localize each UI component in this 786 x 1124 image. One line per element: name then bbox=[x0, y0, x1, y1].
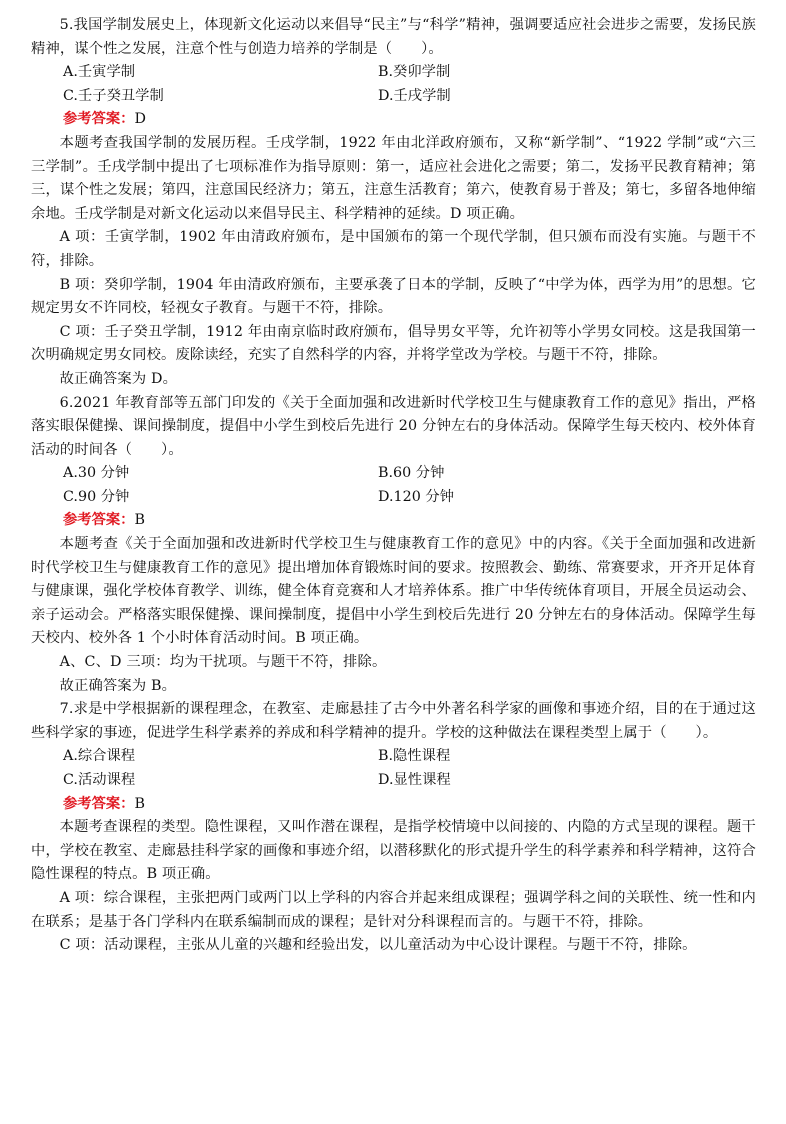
conclusion: 故正确答案为 D。 bbox=[59, 370, 178, 387]
answer-label: 参考答案： bbox=[63, 795, 135, 812]
answer-value: D bbox=[134, 111, 146, 128]
explanation-paragraph: B 项：癸卯学制，1904 年由清政府颁布，主要承袭了日本的学制，反映了“中学为体，西学为用”的思想。它规定男女不许同校，轻视女子教育。与题干不符，排除。 bbox=[31, 276, 756, 317]
question-stem: 6.2021 年教育部等五部门印发的《关于全面加强和改进新时代学校卫生与健康教育工作的意见》指出，严格落实眼保健操、课间操制度，提倡中小学生到校后先进行 20 分钟左右的身体活动。保障学生每天校内、校外体育活动的时间各（ ）。 bbox=[31, 394, 756, 458]
options-grid bbox=[31, 462, 756, 509]
option-d: D.120 分钟 bbox=[378, 488, 454, 505]
option-b: B.隐性课程 bbox=[378, 748, 451, 765]
question-stem: 5.我国学制发展史上，体现新文化运动以来倡导“民主”与“科学”精神，强调要适应社会进步之需要，发扬民族精神，谋个性之发展，注意个性与创造力培养的学制是（ ）。 bbox=[31, 17, 756, 57]
explanation-paragraph: 本题考查《关于全面加强和改进新时代学校卫生与健康教育工作的意见》中的内容。《关于全面加强和改进新时代学校卫生与健康教育工作的意见》提出增加体育锻炼时间的要求。按照教会、勤练、常赛要求，开齐开足体育与健康课，强化学校体育教学、训练，健全体育竞赛和人才培养体系。推广中华传统体育项目，开展全员运动会、亲子运动会。严格落实眼保健操、课间操制度，提倡中小学生到校后先进行 20 分钟左右的身体活动。保障学生每天校内、校外各 1 个小时体育活动时间。B 项正确。 bbox=[31, 536, 756, 647]
explanation-paragraph: 本题考查我国学制的发展历程。壬戌学制，1922 年由北洋政府颁布，又称“新学制”、“1922 学制”或“六三三学制”。壬戌学制中提出了七项标准作为指导原则：第一，适应社会进化之需要；第二，发扬平民教育精神；第三，谋个性之发展；第四，注意国民经济力；第五，注意生活教育；第六，使教育易于普及；第七，多留各地伸缩余地。壬戌学制是对新文化运动以来倡导民主、科学精神的延续。D 项正确。 bbox=[31, 134, 756, 222]
options-grid bbox=[31, 745, 756, 792]
explanation-paragraph: A、C、D 三项：均为干扰项。与题干不符，排除。 bbox=[59, 654, 387, 671]
option-d: D.显性课程 bbox=[378, 772, 451, 788]
option-c: C.活动课程 bbox=[63, 772, 136, 788]
conclusion: 故正确答案为 B。 bbox=[59, 677, 177, 694]
explanation-paragraph: C 项：壬子癸丑学制，1912 年由南京临时政府颁布，倡导男女平等，允许初等小学男女同校。这是我国第一次明确规定男女同校。废除读经，充实了自然科学的内容，并将学堂改为学校。与题干不符，排除。 bbox=[31, 323, 756, 364]
option-d: D.壬戌学制 bbox=[378, 87, 451, 104]
reference-answer bbox=[31, 793, 756, 817]
answer-value: B bbox=[134, 795, 145, 812]
explanation-paragraph: A 项：壬寅学制，1902 年由清政府颁布，是中国颁布的第一个现代学制，但只颁布而没有实施。与题干不符，排除。 bbox=[31, 229, 756, 269]
reference-answer bbox=[31, 509, 756, 533]
question-6 bbox=[31, 392, 756, 699]
option-a: A.30 分钟 bbox=[63, 465, 130, 482]
answer-label: 参考答案： bbox=[63, 512, 135, 529]
option-b: B.60 分钟 bbox=[378, 465, 445, 482]
question-stem: 7.求是中学根据新的课程理念，在教室、走廊悬挂了古今中外著名科学家的画像和事迹介绍，目的在于通过这些科学家的事迹，促进学生科学素养的养成和科学精神的提升。学校的这种做法在课程类型上属于（ ）。 bbox=[31, 701, 756, 741]
explanation-paragraph: 本题考查课程的类型。隐性课程，又叫作潜在课程，是指学校情境中以间接的、内隐的方式呈现的课程。题干中，学校在教室、走廊悬挂科学家的画像和事迹介绍，以潜移默化的形式提升学生的科学素养和科学精神，这符合隐性课程的特点。B 项正确。 bbox=[31, 819, 756, 883]
question-5 bbox=[31, 14, 756, 392]
reference-answer bbox=[31, 108, 756, 132]
question-7 bbox=[31, 698, 756, 958]
option-a: A.综合课程 bbox=[63, 748, 136, 765]
option-c: C.壬子癸丑学制 bbox=[63, 87, 164, 104]
answer-value: B bbox=[134, 512, 145, 529]
option-c: C.90 分钟 bbox=[63, 488, 130, 505]
options-grid bbox=[31, 61, 756, 108]
option-b: B.癸卯学制 bbox=[378, 64, 451, 81]
explanation-paragraph: A 项：综合课程，主张把两门或两门以上学科的内容合并起来组成课程；强调学科之间的关联性、统一性和内在联系；是基于各门学科内在联系编制而成的课程；是针对分科课程而言的。与题干不符，排除。 bbox=[31, 889, 756, 930]
explanation-paragraph: C 项：活动课程，主张从儿童的兴趣和经验出发，以儿童活动为中心设计课程。与题干不符，排除。 bbox=[59, 937, 697, 954]
option-a: A.壬寅学制 bbox=[63, 64, 136, 81]
answer-label: 参考答案： bbox=[63, 111, 135, 128]
